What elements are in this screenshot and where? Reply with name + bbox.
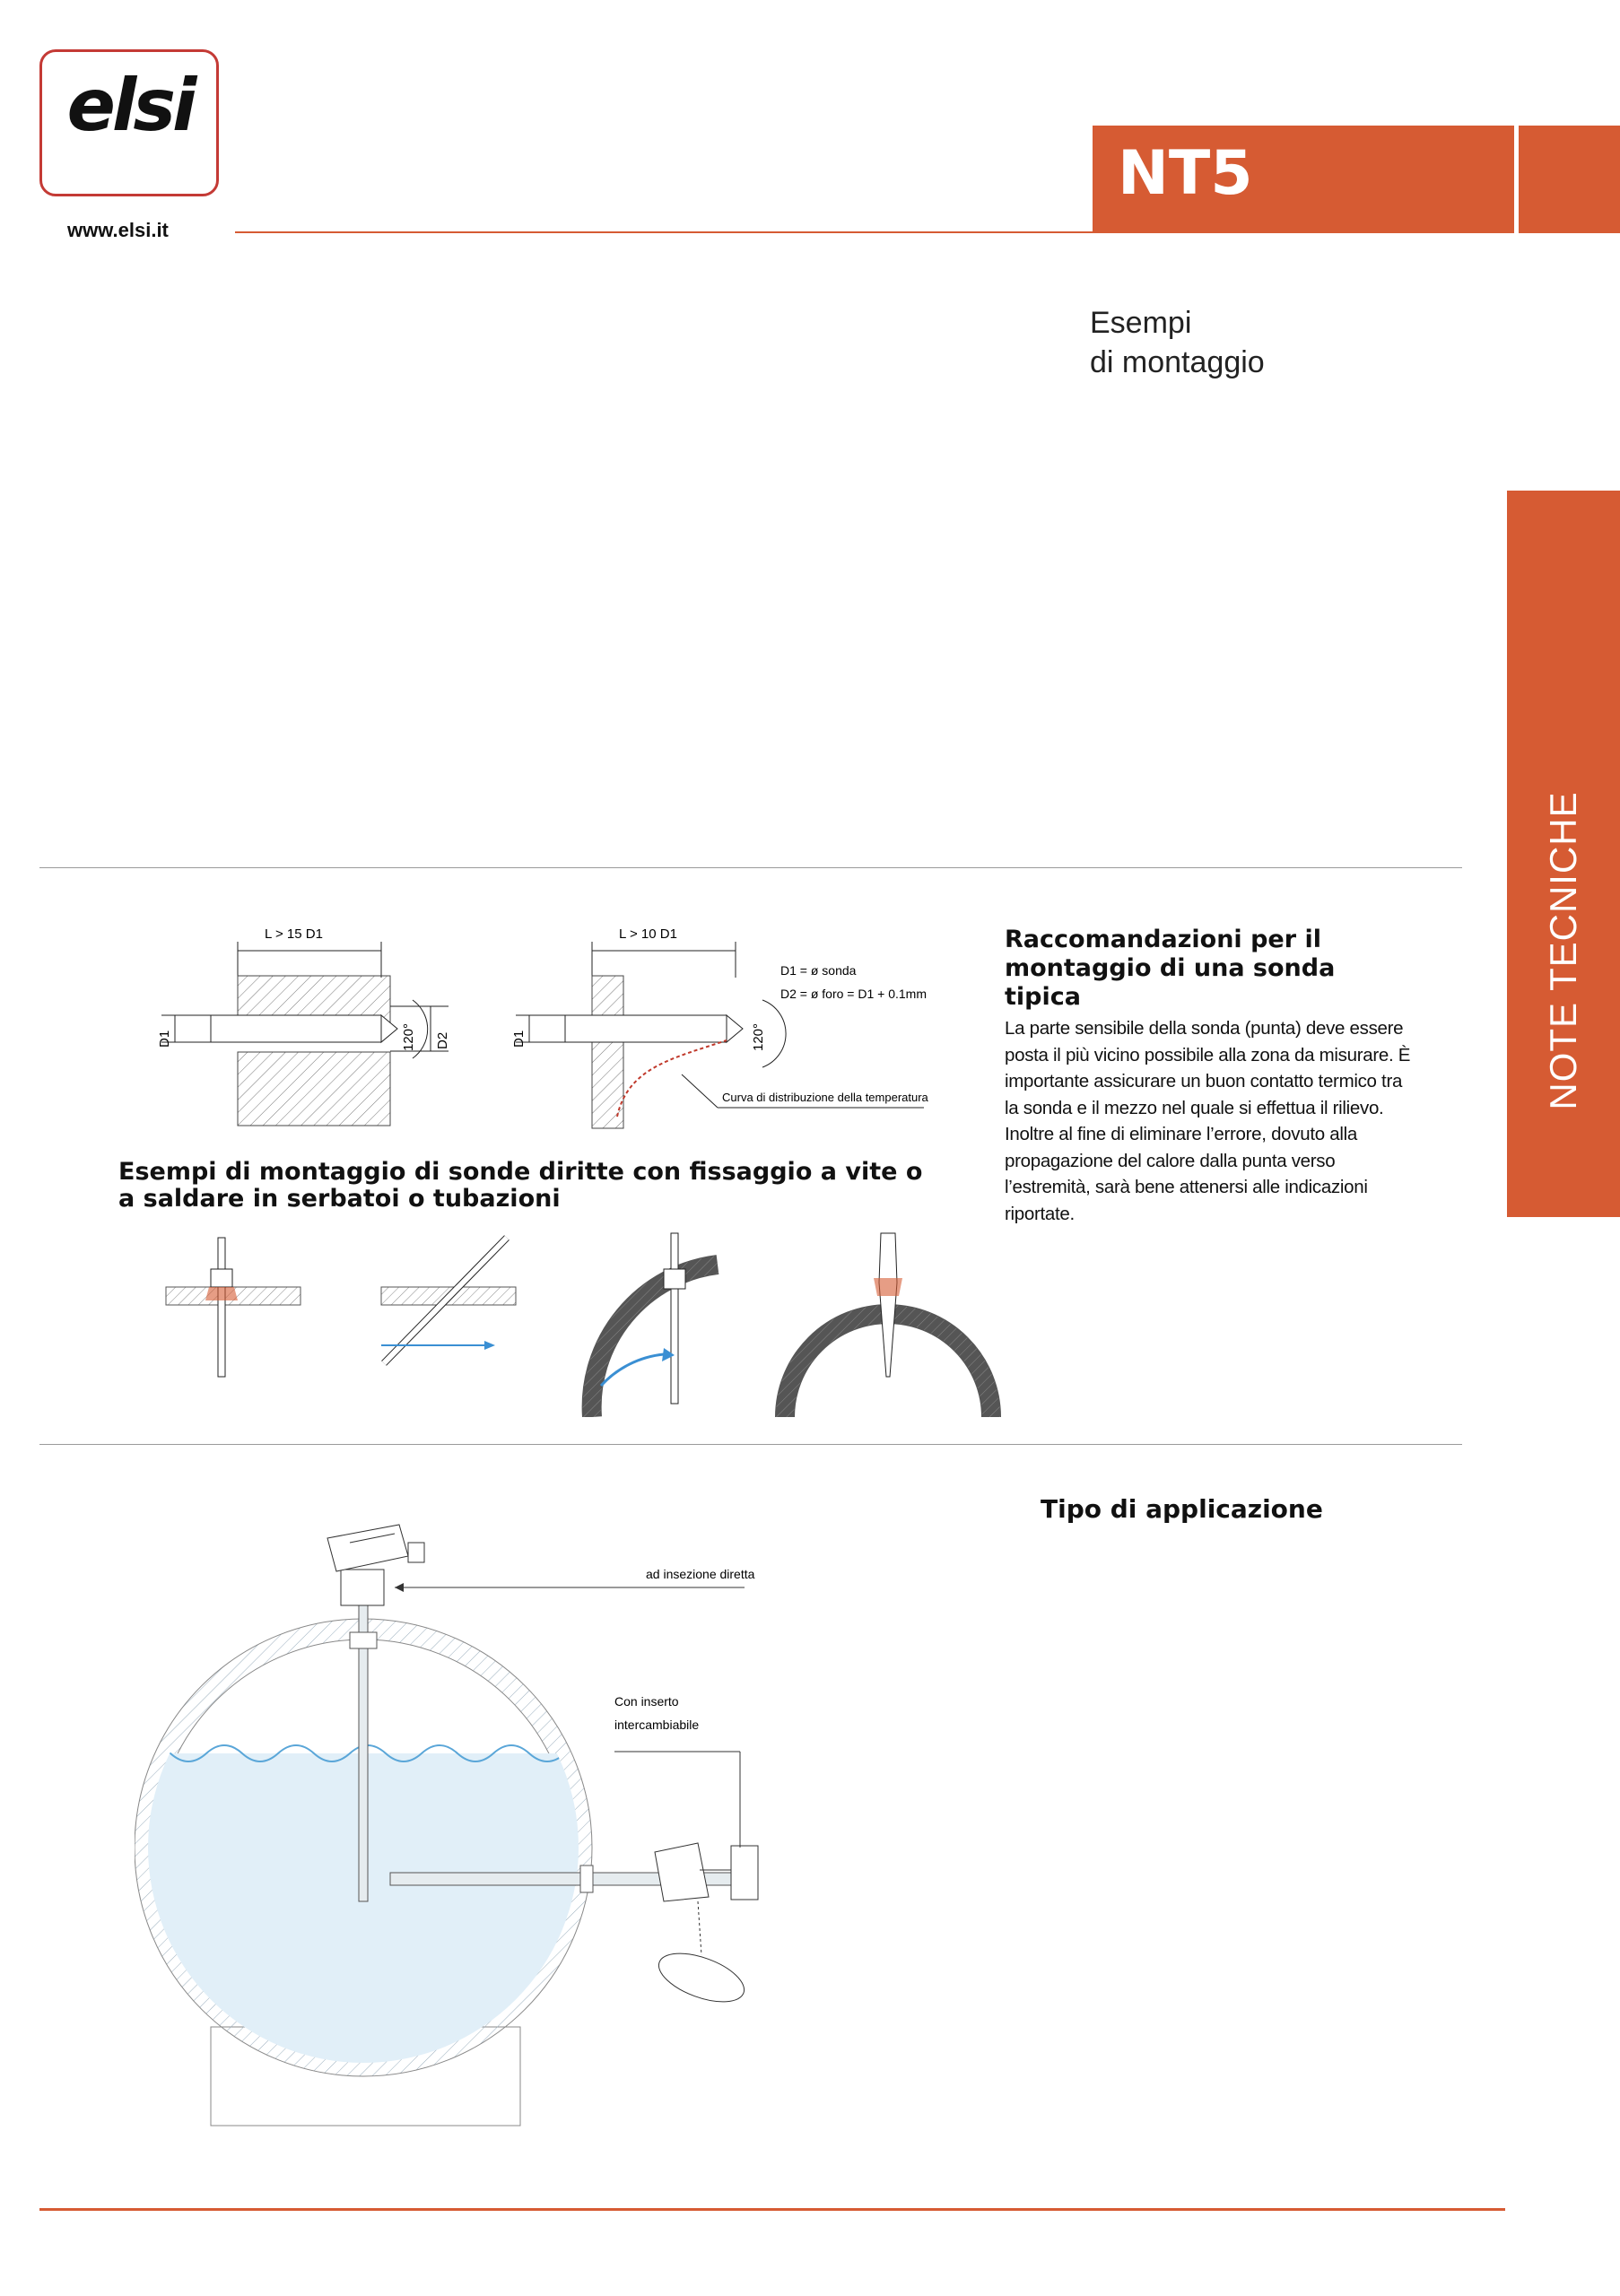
- d1-label-left: D1: [157, 1030, 172, 1048]
- label-insert-line1: Con inserto: [614, 1694, 679, 1709]
- page-code: NT5: [1118, 138, 1253, 209]
- page-title-line2: di montaggio: [1090, 345, 1265, 379]
- code-block-end: [1519, 126, 1620, 233]
- example-elbow: [592, 1233, 718, 1417]
- probe-mounting-diagram: [144, 915, 951, 1139]
- legend-d2: D2 = ø foro = D1 + 0.1mm: [780, 987, 928, 1001]
- angle-label-left: 120°: [401, 1022, 416, 1051]
- connection-head-top: [327, 1525, 424, 1605]
- label-insert-line2: intercambiabile: [614, 1718, 700, 1732]
- probe-right: [565, 1015, 727, 1042]
- recommendations-title: Raccomandazioni per il montaggio di una sonda tipica: [1005, 926, 1336, 1011]
- probe-left: [211, 1015, 381, 1042]
- label-direct-insertion: ad insezione diretta: [646, 1567, 755, 1581]
- section-divider-1: [39, 867, 1462, 868]
- tank-application-diagram: [135, 1489, 798, 2135]
- website-link[interactable]: www.elsi.it: [67, 219, 169, 241]
- footer-rule: [39, 2208, 1505, 2211]
- example-inclined: [381, 1238, 516, 1363]
- page-title: [1090, 303, 1265, 382]
- d2-label: D2: [435, 1031, 450, 1049]
- d1-label-right: D1: [511, 1030, 527, 1048]
- length-label-left: L > 15 D1: [265, 926, 323, 942]
- recommendations-body: La parte sensibile della sonda (punta) deve essere posta il più vicino possibile alla zona da misurare. È importante assicurare un buon contatto termico tra la sonda e il mezzo nel quale si effettua il rilievo. Inoltre al fine di eliminare l’errore, dovuto alla propagazione del calore dalla punta verso l’estremità, sarà bene attenersi alle indicazioni riportate.: [1005, 1018, 1411, 1224]
- logo: elsi: [66, 64, 194, 147]
- angle-label-right: 120°: [751, 1022, 766, 1051]
- example-pipe-weld: [785, 1233, 991, 1417]
- examples-title: Esempi di montaggio di sonde diritte con fissaggio a vite o a saldare in serbatoi o tubazioni: [118, 1158, 923, 1213]
- side-tab-label: NOTE TECNICHE: [1542, 791, 1584, 1110]
- curve-label: Curva di distribuzione della temperatura: [722, 1091, 928, 1104]
- application-title: Tipo di applicazione: [1041, 1494, 1323, 1524]
- section-divider-2: [39, 1444, 1462, 1445]
- mounting-examples: [152, 1229, 1005, 1417]
- example-flat-screw: [166, 1238, 300, 1377]
- flow-arrow: [484, 1341, 495, 1350]
- temperature-curve: [617, 1040, 727, 1117]
- probe-direct-insertion: [359, 1605, 368, 1901]
- page-title-line1: Esempi: [1090, 306, 1192, 340]
- head-cover: [652, 1944, 750, 2012]
- length-label-right: L > 10 D1: [619, 926, 677, 942]
- legend-d1: D1 = ø sonda: [780, 963, 857, 978]
